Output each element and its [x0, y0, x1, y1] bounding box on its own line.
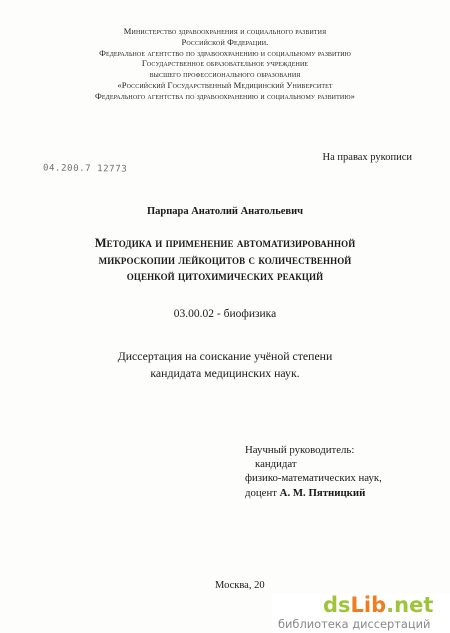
header-line: Государственное образовательное учреждение: [141, 58, 309, 69]
supervisor-name: А. М. Пятницкий: [279, 486, 366, 499]
title-line: Методика и применение автоматизированной: [94, 236, 356, 250]
archive-stamp: 04.200.7 12773: [42, 163, 128, 175]
logo-lib: Lib: [350, 593, 387, 617]
city-year: Москва, 20: [215, 580, 265, 591]
supervisor-degree: кандидат: [255, 458, 297, 471]
header-line: «Российский Государственный Медицинский Университет: [117, 79, 333, 90]
header-line: Федеральное агентство по здравоохранению и социальному развитию: [99, 47, 351, 58]
supervisor-block: [245, 443, 382, 500]
dslib-logo: [323, 593, 433, 617]
logo-net: .net: [386, 593, 434, 617]
dslib-watermark[interactable]: [272, 593, 450, 633]
degree-line: Диссертация на соискание учёной степени: [117, 349, 333, 363]
supervisor-position-line: [245, 486, 382, 500]
specialty-code: 03.00.02 - биофизика: [173, 308, 277, 320]
supervisor-degree-field: физико-математических наук,: [245, 472, 382, 485]
header-line: Министерство здравоохранения и социального развития: [123, 26, 327, 36]
manuscript-rights-note: На правах рукописи: [322, 152, 412, 163]
degree-statement: [0, 348, 450, 382]
supervisor-position: доцент: [245, 486, 277, 499]
degree-line: кандидата медицинских наук.: [150, 366, 300, 380]
institution-header: [0, 26, 450, 102]
author-name: Парпара Анатолий Анатольевич: [146, 206, 304, 217]
header-line: высшего профессионального образования: [149, 69, 301, 80]
logo-ds: ds: [323, 593, 351, 617]
title-line: оценкой цитохимических реакций: [126, 269, 324, 283]
header-line: Российской Федерации.: [181, 36, 269, 47]
header-line: Федерального агентства по здравоохранению и социальному развитию»: [95, 90, 355, 101]
dissertation-title: [0, 235, 450, 285]
title-line: микроскопии лейкоцитов с количественной: [98, 252, 352, 267]
supervisor-label: Научный руководитель:: [245, 444, 355, 456]
watermark-subtitle: библиотека диссертаций: [278, 617, 431, 631]
